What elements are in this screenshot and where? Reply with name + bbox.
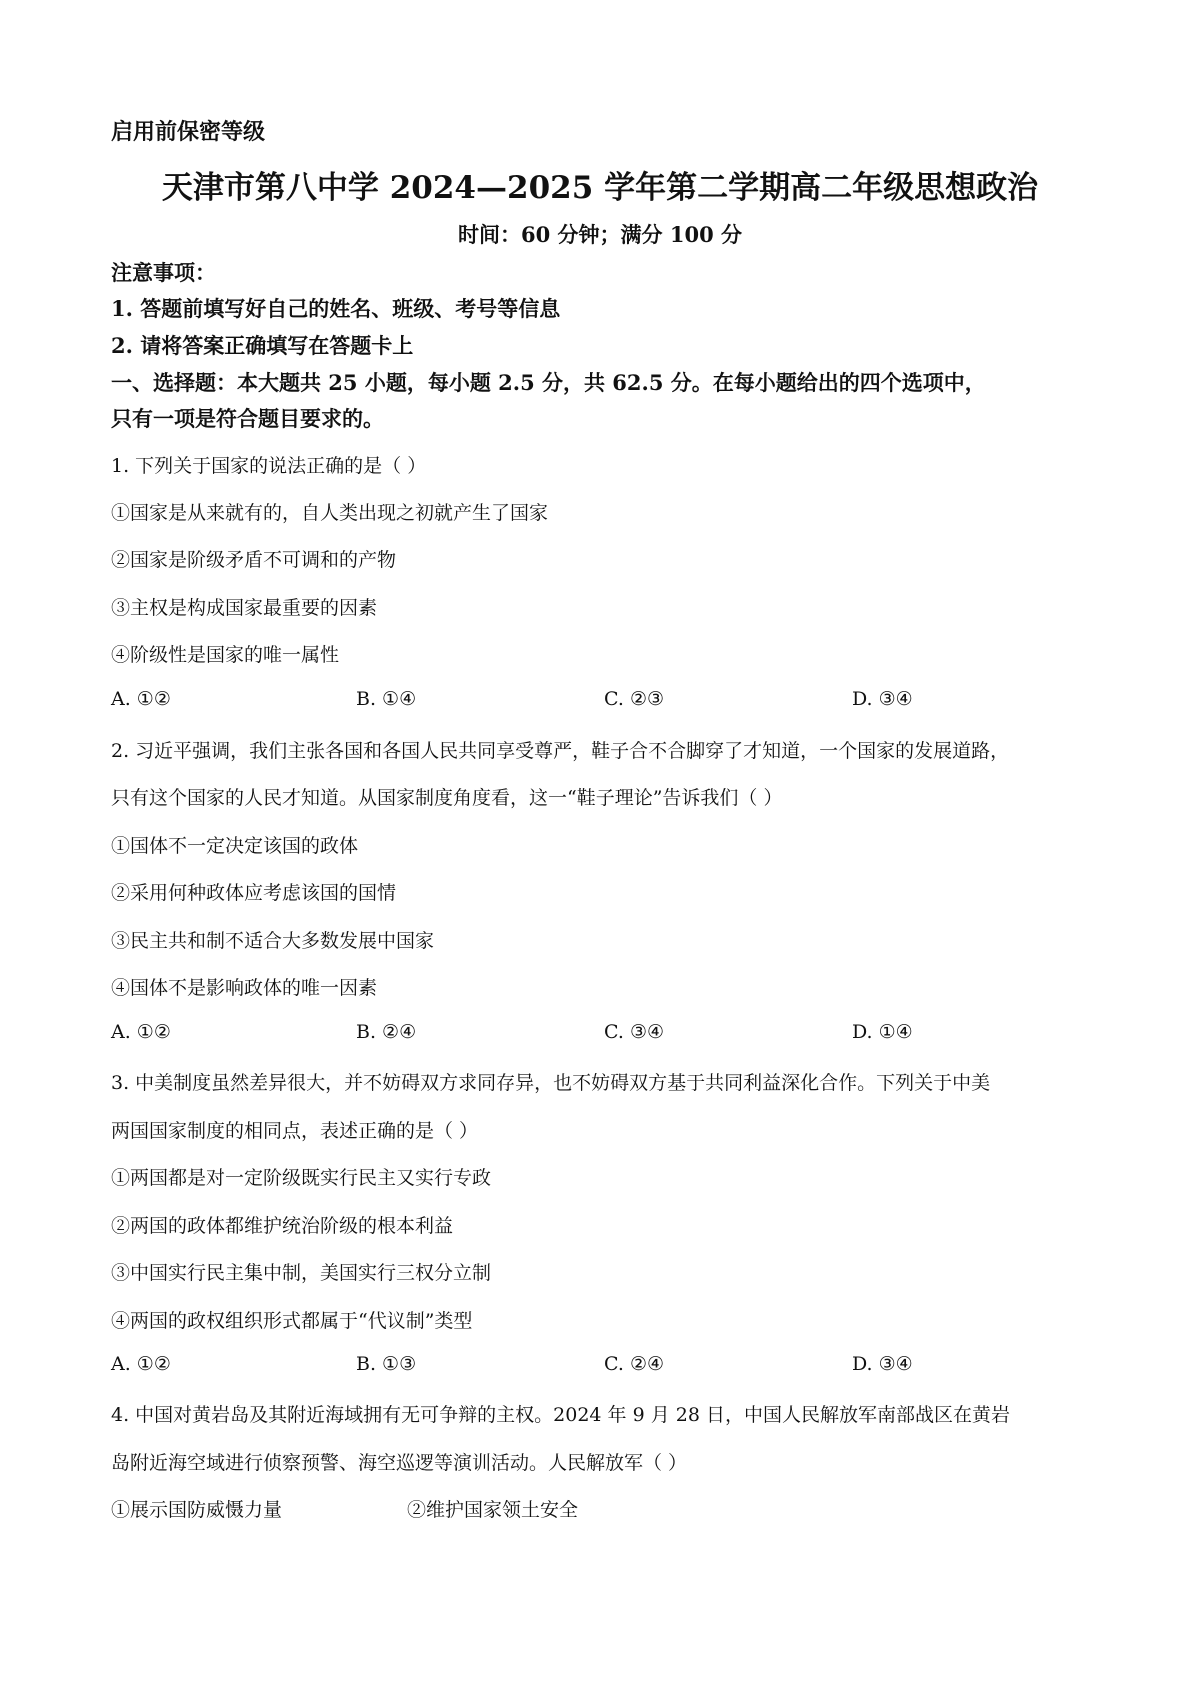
choice-b: B. ①③: [356, 1353, 417, 1375]
choice-a: A. ①②: [111, 1353, 171, 1375]
statement: ①展示国防威慑力量: [111, 1499, 283, 1521]
choice-c: C. ③④: [604, 1021, 665, 1043]
question-4-stem: 4. 中国对黄岩岛及其附近海域拥有无可争辩的主权。2024 年 9 月 28 日，中国人民解放军南部战区在黄岩: [111, 1404, 1010, 1426]
choice-b: B. ②④: [356, 1021, 417, 1043]
question-3-stem: 3. 中美制度虽然差异很大，并不妨碍双方求同存异，也不妨碍双方基于共同利益深化合作。下列关于中美: [111, 1072, 991, 1094]
statement: ②两国的政体都维护统治阶级的根本利益: [111, 1215, 454, 1237]
question-4-stem-cont: 岛附近海空域进行侦察预警、海空巡逻等演训活动。人民解放军（ ）: [111, 1452, 688, 1474]
statement: ②国家是阶级矛盾不可调和的产物: [111, 549, 397, 571]
statement: ①国体不一定决定该国的政体: [111, 835, 359, 857]
question-1-stem: 1. 下列关于国家的说法正确的是（ ）: [111, 455, 427, 477]
statement: ①两国都是对一定阶级既实行民主又实行专政: [111, 1167, 492, 1189]
statement: ②采用何种政体应考虑该国的国情: [111, 882, 397, 904]
choice-c: C. ②④: [604, 1353, 665, 1375]
choice-a: A. ①②: [111, 1021, 171, 1043]
choice-d: D. ③④: [852, 1353, 913, 1375]
note-item: 2. 请将答案正确填写在答题卡上: [111, 333, 414, 358]
statement: ②维护国家领土安全: [407, 1499, 579, 1521]
statement: ④两国的政权组织形式都属于“代议制”类型: [111, 1310, 473, 1332]
secrecy-level: 启用前保密等级: [111, 119, 266, 145]
note-item: 1. 答题前填写好自己的姓名、班级、考号等信息: [111, 296, 561, 321]
notes-heading: 注意事项：: [111, 260, 216, 285]
choice-d: D. ①④: [852, 1021, 913, 1043]
choice-a: A. ①②: [111, 688, 171, 710]
question-3-stem-cont: 两国国家制度的相同点，表述正确的是（ ）: [111, 1120, 479, 1142]
choice-d: D. ③④: [852, 688, 913, 710]
exam-time-info: 时间：60 分钟；满分 100 分: [458, 222, 742, 247]
choice-b: B. ①④: [356, 688, 417, 710]
statement: ①国家是从来就有的，自人类出现之初就产生了国家: [111, 502, 549, 524]
statement: ④阶级性是国家的唯一属性: [111, 644, 340, 666]
statement: ③主权是构成国家最重要的因素: [111, 597, 378, 619]
section-heading-cont: 只有一项是符合题目要求的。: [111, 406, 384, 431]
question-2-stem: 2. 习近平强调，我们主张各国和各国人民共同享受尊严，鞋子合不合脚穿了才知道，一个国家的发展道路，: [111, 740, 1010, 762]
statement: ③民主共和制不适合大多数发展中国家: [111, 930, 435, 952]
page-title: 天津市第八中学 2024—2025 学年第二学期高二年级思想政治: [161, 170, 1039, 206]
statement: ④国体不是影响政体的唯一因素: [111, 977, 378, 999]
section-heading: 一、选择题：本大题共 25 小题，每小题 2.5 分，共 62.5 分。在每小题给出的四个选项中，: [111, 370, 986, 395]
statement: ③中国实行民主集中制，美国实行三权分立制: [111, 1262, 492, 1284]
question-2-stem-cont: 只有这个国家的人民才知道。从国家制度角度看，这一“鞋子理论”告诉我们（ ）: [111, 787, 783, 809]
choice-c: C. ②③: [604, 688, 665, 710]
